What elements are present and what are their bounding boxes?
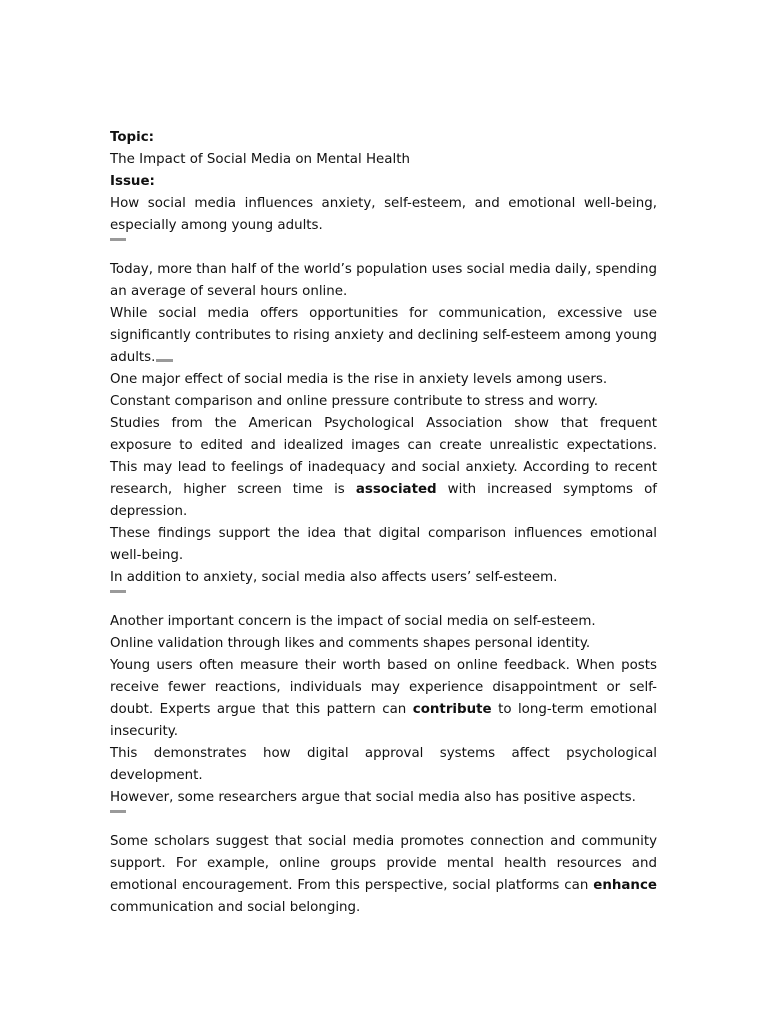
- section4-paragraph-1-text-b: communication and social belonging.: [110, 900, 361, 915]
- paragraph-marker: [156, 359, 173, 362]
- keyword-contribute: contribute: [412, 702, 492, 717]
- section3-paragraph-3-text-a: Young users often measure their worth based on online feedback. When posts receive fewer reactions, individuals may experience disappointment or self-doubt. Experts argue that this pattern can: [110, 658, 657, 717]
- section2-paragraph-4: These findings support the idea that digital comparison influences emotional well-being.: [110, 526, 657, 563]
- section4-paragraph-1: [110, 831, 657, 919]
- issue-label: Issue:: [110, 174, 155, 189]
- section2-paragraph-2: Constant comparison and online pressure contribute to stress and worry.: [110, 394, 599, 409]
- issue-text: How social media influences anxiety, self-esteem, and emotional well-being, especially among young adults.: [110, 196, 657, 233]
- section-gap: [110, 813, 657, 831]
- keyword-associated: associated: [355, 482, 437, 497]
- section3-paragraph-1: Another important concern is the impact of social media on self-esteem.: [110, 614, 596, 629]
- section3-paragraph-4: This demonstrates how digital approval systems affect psychological development.: [110, 746, 657, 783]
- keyword-enhance: enhance: [593, 878, 657, 893]
- document-body: [110, 127, 657, 919]
- section-gap: [110, 241, 657, 259]
- topic-text: The Impact of Social Media on Mental Health: [110, 152, 410, 167]
- topic-label: Topic:: [110, 130, 155, 145]
- section2-paragraph-5: In addition to anxiety, social media also affects users’ self-esteem.: [110, 570, 558, 585]
- section3-paragraph-2: Online validation through likes and comments shapes personal identity.: [110, 636, 591, 651]
- section1-paragraph-1: Today, more than half of the world’s population uses social media daily, spending an average of several hours online.: [110, 262, 657, 299]
- section3-paragraph-3: [110, 655, 657, 743]
- section3-paragraph-5: However, some researchers argue that social media also has positive aspects.: [110, 790, 636, 805]
- section2-paragraph-3-text-a: Studies from the American Psychological Association show that frequent exposure to edited and idealized images can create unrealistic expectations. This may lead to feelings of inadequacy and social anxiety. According to recent research, higher screen time is: [110, 416, 657, 497]
- section3-paragraph-3-text-b: to long-term emotional insecurity.: [110, 702, 657, 739]
- section2-paragraph-3: [110, 413, 657, 523]
- section-gap: [110, 593, 657, 611]
- section2-paragraph-1: One major effect of social media is the rise in anxiety levels among users.: [110, 372, 608, 387]
- section4-paragraph-1-text-a: Some scholars suggest that social media promotes connection and community support. For example, online groups provide mental health resources and emotional encouragement. From this perspective, social platforms can: [110, 834, 657, 893]
- section1-paragraph-2-text: While social media offers opportunities for communication, excessive use significantly contributes to rising anxiety and declining self-esteem among young adults.: [110, 306, 657, 365]
- section2-paragraph-3-text-b: with increased symptoms of depression.: [110, 482, 657, 519]
- section1-paragraph-2: [110, 303, 657, 369]
